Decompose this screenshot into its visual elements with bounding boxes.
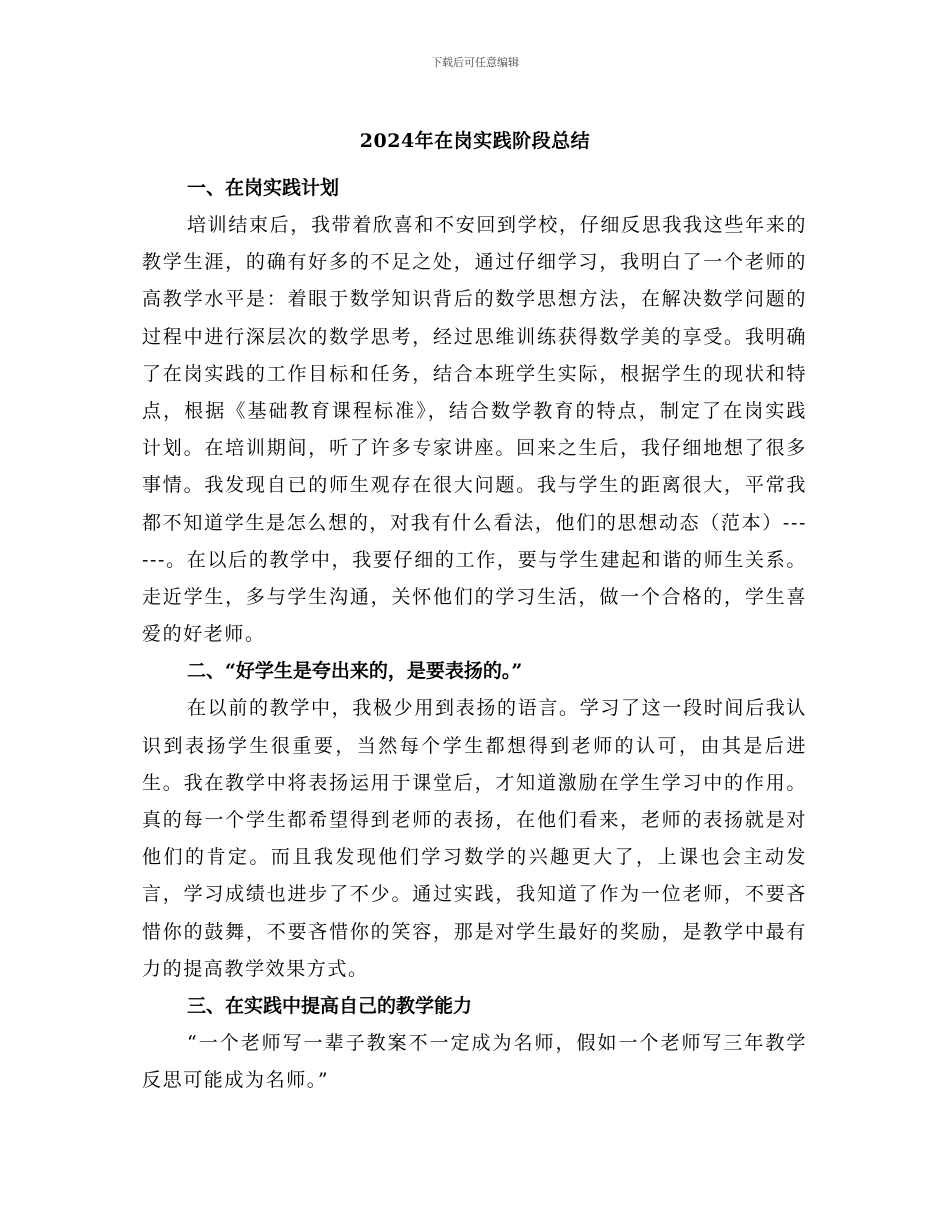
section-heading: 二、“好学生是夸出来的，是要表扬的。”	[187, 660, 523, 683]
document-body	[142, 170, 807, 1099]
section-heading: 三、在实践中提高自己的教学能力	[187, 995, 473, 1018]
paragraph: “一个老师写一辈子教案不一定成为名师，假如一个老师写三年教学反思可能成为名师。”	[142, 1032, 807, 1092]
section-heading: 一、在岗实践计划	[187, 177, 340, 199]
header-note: 下载后可任意编辑	[431, 56, 519, 69]
document-title: 2024年在岗实践阶段总结	[359, 130, 591, 152]
paragraph: 培训结束后，我带着欣喜和不安回到学校，仔细反思我我这些年来的教学生涯，的确有好多的不足之处，通过仔细学习，我明白了一个老师的高教学水平是：着眼于数学知识背后的数学思想方法，在解决数学问题的过程中进行深层次的数学思考，经过思维训练获得数学美的享受。我明确了在岗实践的工作目标和任务，结合本班学生实际，根据学生的现状和特点，根据《基础教育课程标准》，结合数学教育的特点，制定了在岗实践计划。在培训期间，听了许多专家讲座。回来之生后，我仔细地想了很多事情。我发现自已的师生观存在很大问题。我与学生的距离很大，平常我都不知道学生是怎么想的，对我有什么看法，他们的思想动态（范本）------。在以后的教学中，我要仔细的工作，要与学生建起和谐的师生关系。走近学生，多与学生沟通，关怀他们的学习生活，做一个合格的，学生喜爱的好老师。	[142, 214, 807, 646]
paragraph: 在以前的教学中，我极少用到表扬的语言。学习了这一段时间后我认识到表扬学生很重要，当然每个学生都想得到老师的认可，由其是后进生。我在教学中将表扬运用于课堂后，才知道激励在学生学习中的作用。真的每一个学生都希望得到老师的表扬，在他们看来，老师的表扬就是对他们的肯定。而且我发现他们学习数学的兴趣更大了，上课也会主动发言，学习成绩也进步了不少。通过实践，我知道了作为一位老师，不要吝惜你的鼓舞，不要吝惜你的笑容，那是对学生最好的奖励，是教学中最有力的提高教学效果方式。	[142, 697, 807, 980]
